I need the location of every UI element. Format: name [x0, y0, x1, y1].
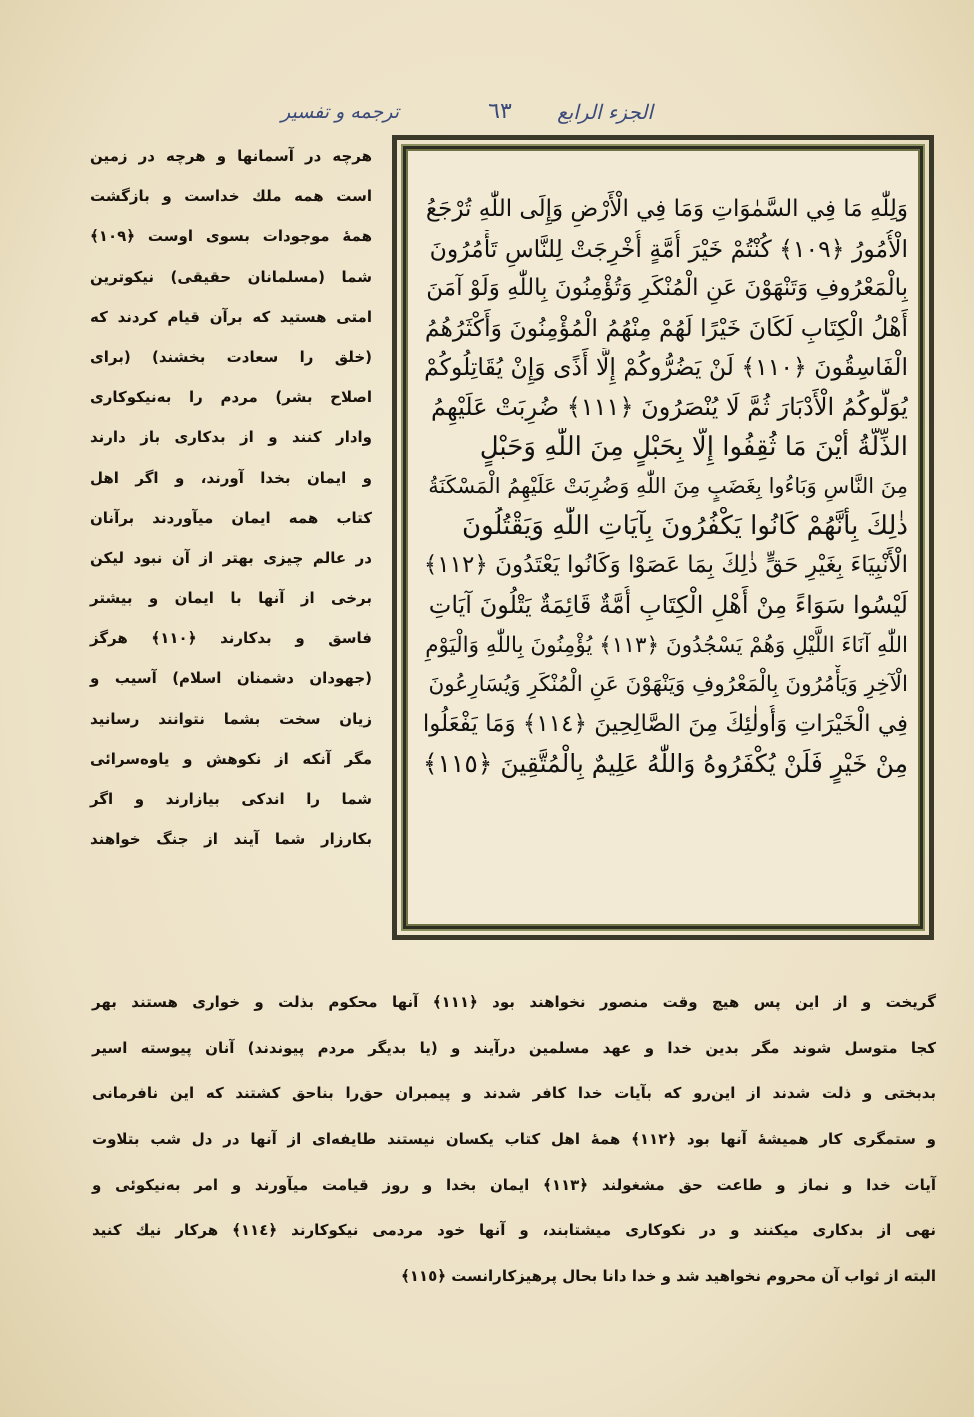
- translation-line: (جهودان دشمنان اسلام) آسيب و: [90, 669, 372, 688]
- translation-line: هرچه در آسمانها و هرچه در زمين: [90, 147, 372, 165]
- translation-line: البته از ثواب آن محروم نخواهيد شد و خدا دانا بحال پرهيزكارانست ﴿١١٥﴾: [400, 1267, 936, 1286]
- translation-side-column: [90, 136, 372, 966]
- quran-line: أَهْلُ الْكِتَابِ لَكَانَ خَيْرًا لَهُمْ مِنْهُمُ الْمُؤْمِنُونَ وَأَكْثَرُهُمُ: [424, 313, 908, 342]
- translation-line: امتى هستيد كه برآن قيام كردند كه: [90, 307, 372, 326]
- quran-line: [422, 784, 908, 824]
- translation-line: و ايمان بخدا آورند، و اگر اهل: [90, 468, 372, 487]
- translation-line: وادار كنند و از بدكارى باز دارند: [90, 428, 372, 447]
- quran-text: [422, 190, 908, 890]
- quran-line: الذِّلَّةُ أَيْنَ مَا ثُقِفُوا إِلَّا بِحَبْلٍ مِنَ اللّٰهِ وَحَبْلٍ: [479, 431, 908, 462]
- translation-line: و ستمگرى كار هميشهٔ آنها بود ﴿١١٢﴾ همهٔ اهل كتاب يكسان نيستند طايفه‌اى از آنها در دل شب بتلاوت: [92, 1130, 937, 1149]
- translation-line: نهى از بدكارى ميكنند و در نكوكارى ميشتابند، و آنها خود مردمى نيكوكارند ﴿١١٤﴾ هركار نيك كنيد: [92, 1221, 936, 1240]
- page-header: [160, 96, 840, 136]
- quran-line: بِالْمَعْرُوفِ وَتَنْهَوْنَ عَنِ الْمُنْكَرِ وَتُؤْمِنُونَ بِاللّٰهِ وَلَوْ آمَنَ: [426, 275, 908, 302]
- juz-title: الجزء الرابع: [557, 100, 653, 124]
- translation-line: همهٔ موجودات بسوی اوست ﴿١٠٩﴾: [90, 227, 372, 246]
- quran-line: لَيْسُوا سَوَاءً مِنْ أَهْلِ الْكِتَابِ أُمَّةٌ قَائِمَةٌ يَتْلُونَ آيَاتِ: [428, 590, 908, 619]
- translation-line: است همه ملك خداست و بازگشت: [90, 187, 372, 206]
- quran-line: يُوَلُّوكُمُ الْأَدْبَارَ ثُمَّ لَا يُنْصَرُونَ ﴿١١١﴾ ضُرِبَتْ عَلَيْهِمُ: [431, 392, 908, 421]
- translation-line: گريخت و از اين پس هيچ وقت منصور نخواهند بود ﴿١١١﴾ آنها محكوم بذلت و خوارى هستند بهر: [92, 993, 936, 1011]
- translation-bottom-block: [92, 980, 936, 1350]
- translation-line: اصلاح بشر) مردم را به‌نيكوكارى: [90, 388, 372, 407]
- translation-line: (خلق را سعادت بخشند) (براى: [90, 347, 372, 366]
- translation-line: برخى از آنها با ايمان و بيشتر: [90, 589, 372, 608]
- quran-line: مِنْ خَيْرٍ فَلَنْ يُكْفَرُوهُ وَاللّٰهُ عَلِيمٌ بِالْمُتَّقِينَ ﴿١١٥﴾: [422, 749, 908, 779]
- quran-line: وَلِلّٰهِ مَا فِي السَّمٰوَاتِ وَمَا فِي الْأَرْضِ وَإِلَى اللّٰهِ تُرْجَعُ: [425, 196, 908, 222]
- translation-line: شما را اندكى بيازارند و اگر: [90, 790, 372, 808]
- quran-line: [422, 824, 908, 864]
- translation-line: كتاب همه ايمان ميآوردند برآنان: [90, 508, 372, 527]
- translation-line: بدبختى و ذلت شدند از اين‌رو كه بآيات خدا كافر شدند و پيمبران حق‌را بناحق كشتند كه اين نافرمانى: [92, 1084, 936, 1103]
- quran-line: فِي الْخَيْرَاتِ وَأُولٰئِكَ مِنَ الصَّالِحِينَ ﴿١١٤﴾ وَمَا يَفْعَلُوا: [422, 710, 908, 737]
- quran-line: اللّٰهِ آنَاءَ اللَّيْلِ وَهُمْ يَسْجُدُونَ ﴿١١٣﴾ يُؤْمِنُونَ بِاللّٰهِ وَالْيَوْمِ: [425, 632, 908, 658]
- translation-line: بكارزار شما آيند از جنگ خواهند: [90, 830, 372, 849]
- quran-line: مِنَ النَّاسِ وَبَاءُوا بِغَضَبٍ مِنَ اللّٰهِ وَضُرِبَتْ عَلَيْهِمُ الْمَسْكَنَةُ: [428, 474, 908, 499]
- translation-line: آيات خدا و نماز و طاعت حق مشغولند ﴿١١٣﴾ ايمان بخدا و روز قيامت ميآورند و امر به‌نيكوئى و: [92, 1175, 937, 1194]
- quran-line: الْأُمُورُ ﴿١٠٩﴾ كُنْتُمْ خَيْرَ أُمَّةٍ أُخْرِجَتْ لِلنَّاسِ تَأْمُرُونَ: [429, 234, 908, 263]
- translation-line: مگر آنكه از نكوهش و ياوه‌سرائى: [90, 749, 372, 768]
- translation-line: در عالم چيزى بهتر از آن نبود ليكن: [90, 548, 372, 567]
- quran-line: الْفَاسِقُونَ ﴿١١٠﴾ لَنْ يَضُرُّوكُمْ إِلَّا أَذًى وَإِنْ يُقَاتِلُوكُمْ: [424, 353, 908, 382]
- quran-line: الْأَنْبِيَاءَ بِغَيْرِ حَقٍّ ذٰلِكَ بِمَا عَصَوْا وَكَانُوا يَعْتَدُونَ ﴿١١٢﴾: [423, 552, 908, 579]
- quran-line: ذٰلِكَ بِأَنَّهُمْ كَانُوا يَكْفُرُونَ بِآيَاتِ اللّٰهِ وَيَقْتُلُونَ: [461, 510, 908, 541]
- translation-line: كجا متوسل شوند مگر بدين خدا و عهد مسلمين درآيند و (يا بديگر مردم پيوندند) آنان پيوسته اسير: [92, 1038, 936, 1057]
- translation-line: زيان سخت بشما نتوانند رسانيد: [90, 709, 372, 728]
- book-title: ترجمه و تفسير: [280, 101, 399, 123]
- translation-line: فاسق و بدكارند ﴿١١٠﴾ هرگز: [90, 629, 373, 648]
- translation-line: شما (مسلمانان حقيقى) نيكوترين: [90, 267, 372, 286]
- quran-line: الْآخِرِ وَيَأْمُرُونَ بِالْمَعْرُوفِ وَيَنْهَوْنَ عَنِ الْمُنْكَرِ وَيُسَارِعُونَ: [428, 672, 908, 698]
- page-number: ٦٣: [488, 99, 512, 124]
